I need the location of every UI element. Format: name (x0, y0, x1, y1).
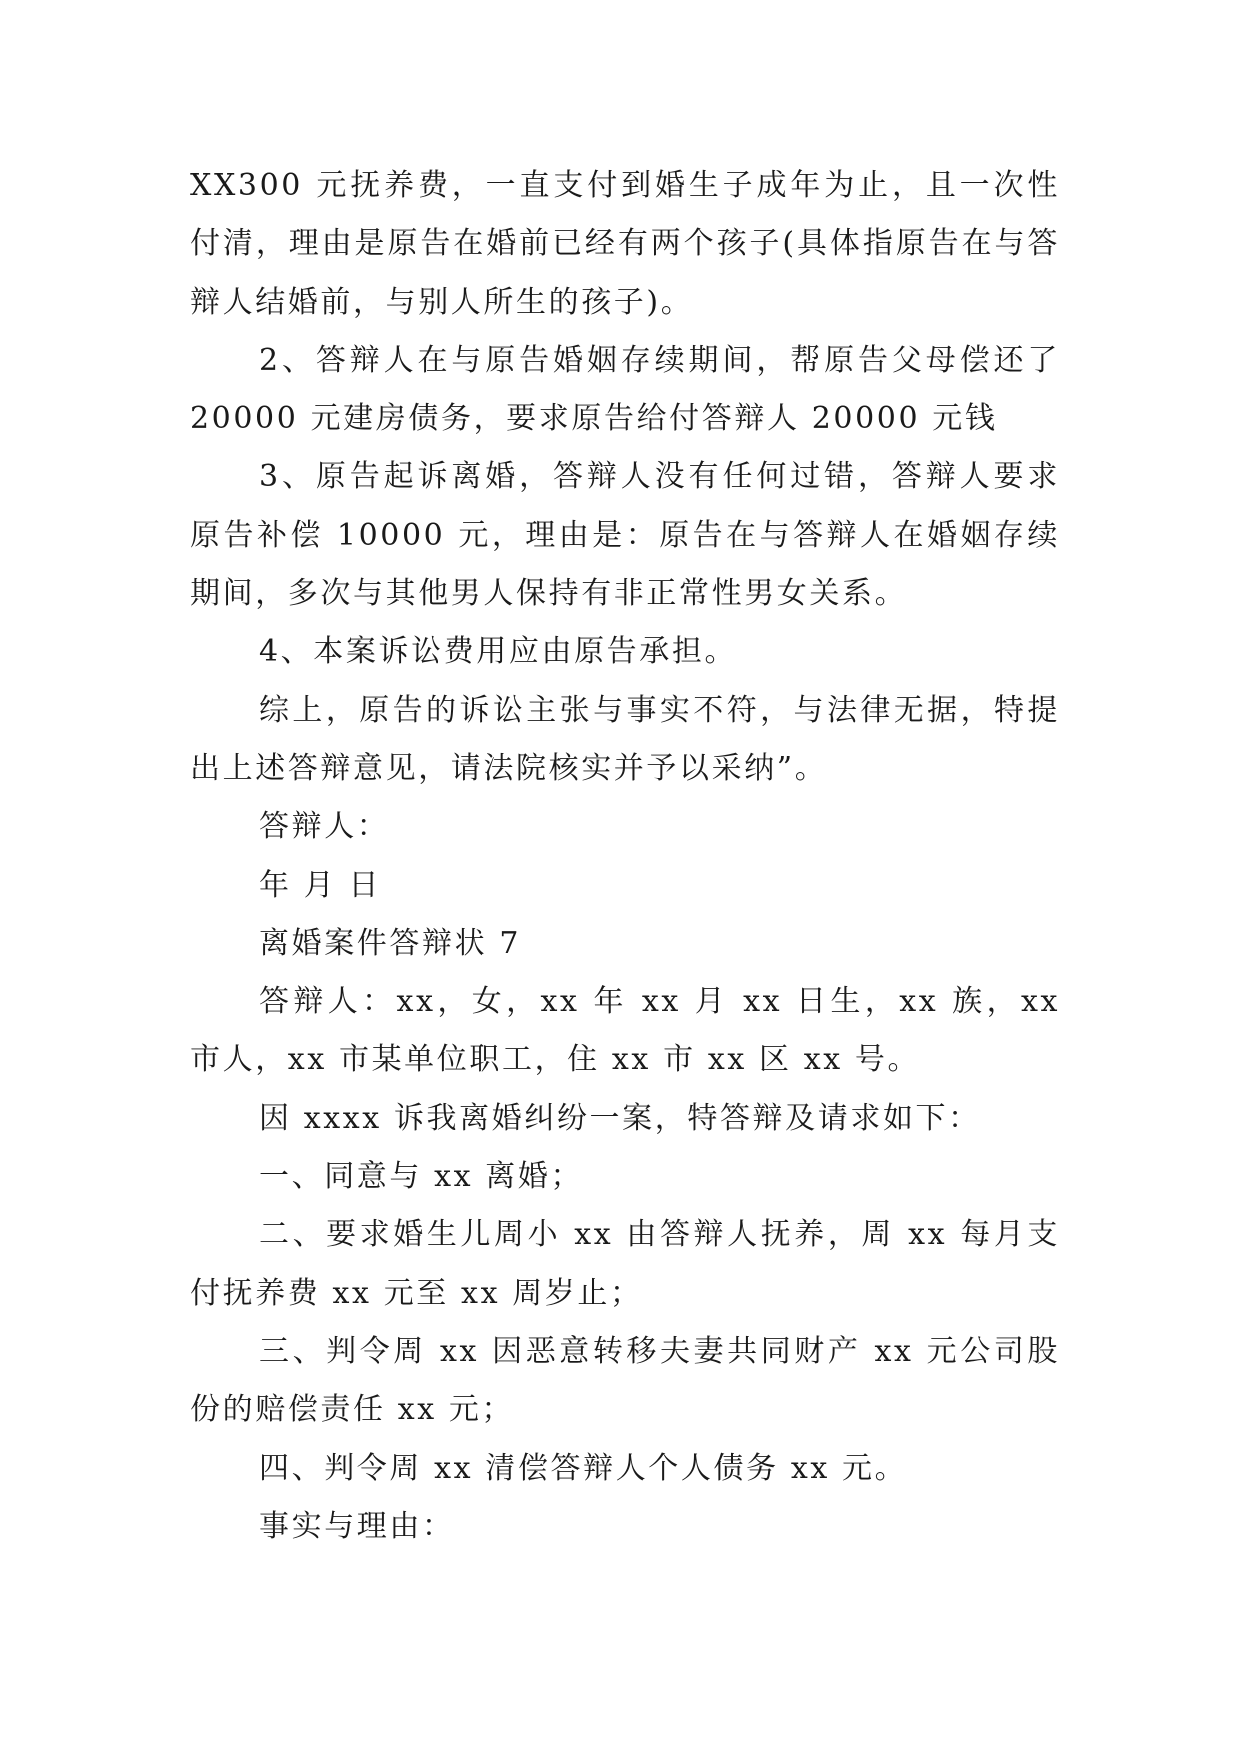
signature-respondent-label: 答辩人： (259, 809, 390, 845)
paragraph-case-intro: 因 xxxx 诉我离婚纠纷一案，特答辩及请求如下： (259, 1100, 981, 1136)
document-body (190, 157, 1060, 1556)
section-title: 离婚案件答辩状 7 (259, 925, 522, 961)
signature-date-line: 年 月 日 (259, 867, 382, 903)
paragraph-request-3: 三、判令周 xx 因恶意转移夫妻共同财产 xx 元公司股份的赔偿责任 xx 元； (190, 1333, 1060, 1428)
paragraph-respondent-info: 答辩人：xx，女，xx 年 xx 月 xx 日生，xx 族，xx 市人，xx 市某单位职工，住 xx 市 xx 区 xx 号。 (190, 984, 1060, 1078)
paragraph-request-1: 一、同意与 xx 离婚； (259, 1159, 584, 1195)
paragraph-facts-heading: 事实与理由： (259, 1508, 455, 1544)
paragraph-conclusion: 综上，原告的诉讼主张与事实不符，与法律无据，特提出上述答辩意见，请法院核实并予以采纳”。 (190, 692, 1060, 786)
paragraph-item-2-housing-debt: 2、答辩人在与原告婚姻存续期间，帮原告父母偿还了20000 元建房债务，要求原告给付答辩人 20000 元钱 (190, 342, 1060, 437)
paragraph-child-support-continued: XX300 元抚养费，一直支付到婚生子成年为止，且一次性付清，理由是原告在婚前已经有两个孩子(具体指原告在与答辩人结婚前，与别人所生的孩子)。 (190, 168, 1060, 320)
paragraph-request-2: 二、要求婚生儿周小 xx 由答辩人抚养，周 xx 每月支付抚养费 xx 元至 xx 周岁止； (190, 1217, 1060, 1311)
paragraph-item-3-compensation: 3、原告起诉离婚，答辩人没有任何过错，答辩人要求原告补偿 10000 元，理由是：原告在与答辩人在婚姻存续期间，多次与其他男人保持有非正常性男女关系。 (190, 459, 1060, 612)
paragraph-item-4-litigation-costs: 4、本案诉讼费用应由原告承担。 (259, 634, 738, 670)
paragraph-request-4: 四、判令周 xx 清偿答辩人个人债务 xx 元。 (259, 1450, 908, 1486)
